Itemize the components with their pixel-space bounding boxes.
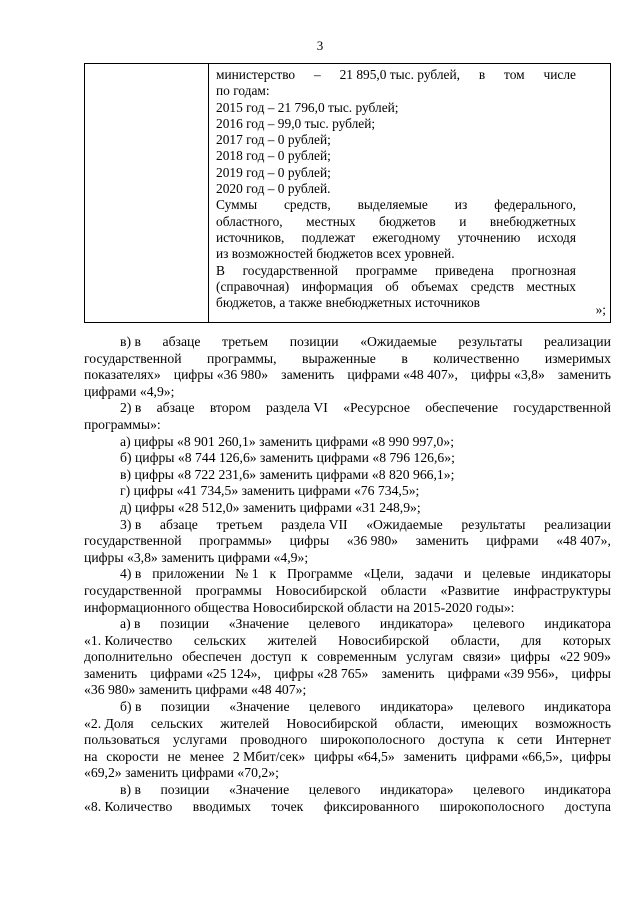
table-text-line	[216, 214, 576, 230]
paragraph-line	[84, 633, 611, 650]
paragraph-word: широкополосного	[320, 732, 425, 748]
paragraph-word: цифры	[571, 665, 611, 681]
paragraph-word: заменить	[557, 367, 611, 383]
table-text-word: прогнозная	[511, 262, 576, 278]
paragraph-word: к	[269, 566, 277, 582]
paragraph-word: на	[84, 748, 98, 764]
paragraph-word: заменить	[84, 665, 138, 681]
paragraph-word: скорости	[106, 748, 159, 764]
paragraph-word: цифры	[571, 748, 611, 764]
paragraph-word: раздела VI	[265, 400, 328, 416]
paragraph-word: заменить	[403, 748, 457, 764]
table-text-word: том	[504, 67, 525, 82]
table-text-line	[216, 197, 576, 213]
paragraph-word: инфраструктуры	[513, 582, 611, 598]
paragraph-word: не	[167, 748, 181, 764]
paragraph-word: услугами	[172, 732, 228, 748]
paragraph-word: заменить	[381, 665, 435, 681]
table-text-line	[216, 230, 576, 246]
paragraph-word: целевого	[308, 616, 361, 632]
paragraph-word: индикатора	[544, 699, 611, 715]
paragraph-word: цифры	[510, 649, 551, 665]
table-text-word: бюджетов	[379, 213, 436, 229]
paragraph-word: позиции	[289, 334, 339, 349]
paragraph-word: дополнительно	[84, 649, 173, 665]
paragraph-word: «8. Количество	[84, 798, 173, 814]
paragraph-word: цифры «3,8»	[471, 367, 545, 383]
amendment-table	[84, 63, 611, 323]
paragraph-word: позиции	[160, 616, 210, 632]
paragraph-line: б) цифры «8 744 126,6» заменить цифрами «8 796 126,6»;	[120, 450, 455, 466]
paragraph-word: индикатора	[544, 782, 611, 798]
paragraph-word: третьем	[216, 516, 263, 532]
paragraph-word: целевого	[473, 616, 525, 632]
paragraph-word: фиксированного	[323, 798, 420, 814]
table-text-word: ежегодному	[372, 229, 441, 245]
paragraph-line	[84, 367, 611, 384]
table-left-cell	[85, 64, 209, 322]
paragraph-word: раздела VII	[281, 516, 348, 532]
paragraph-word: 2 Мбит/сек»	[232, 748, 306, 764]
paragraph-line: программы»:	[84, 416, 161, 432]
paragraph-word: области,	[450, 632, 500, 648]
paragraph-word: цифрами «48 407»,	[347, 367, 458, 383]
table-text-line: из возможностей бюджетов всех уровней.	[216, 246, 455, 262]
table-text-word: местных	[526, 278, 576, 294]
paragraph-word: «22 909»	[559, 649, 611, 665]
table-text-line	[216, 67, 576, 83]
paragraph-line: в) цифры «8 722 231,6» заменить цифрами «8 820 966,1»;	[120, 466, 455, 482]
paragraph-line	[84, 666, 611, 683]
paragraph-word: № 1	[235, 566, 259, 582]
paragraph-word: «Развитие	[440, 582, 500, 598]
paragraph-line	[84, 351, 611, 368]
paragraph-word: Программе	[287, 566, 353, 582]
paragraph-word: реализации	[544, 334, 611, 349]
table-text-word: выделяемые	[357, 197, 428, 213]
paragraph-word: «Ожидаемые	[360, 334, 437, 349]
paragraph-line: информационного общества Новосибирской области на 2015-2020 годы»:	[84, 599, 515, 615]
paragraph-word: «Ресурсное	[343, 400, 410, 416]
paragraph-word: к	[300, 649, 308, 665]
paragraph-word: доступ	[251, 649, 292, 665]
paragraph-word: в) в	[120, 782, 141, 798]
paragraph-word: к	[497, 732, 504, 748]
paragraph-word: реализации	[544, 516, 611, 532]
table-text-line	[216, 263, 576, 279]
table-text-word: об	[385, 278, 399, 294]
paragraph-word: доступа	[437, 732, 485, 748]
paragraph-line	[84, 400, 611, 417]
paragraph-word: области,	[394, 715, 444, 731]
table-text-line: 2017 год – 0 рублей;	[216, 132, 331, 148]
paragraph-word: проводного	[240, 732, 308, 748]
paragraph-line: а) цифры «8 901 260,1» заменить цифрами «8 990 997,0»;	[120, 433, 455, 449]
paragraph-word: третьем	[222, 334, 269, 349]
paragraph-word: 4) в	[120, 566, 142, 582]
paragraph-word: цифры «36 980»	[173, 367, 269, 383]
paragraph-line: г) цифры «41 734,5» заменить цифрами «76 734,5»;	[120, 483, 420, 499]
table-text-line	[216, 279, 576, 295]
table-text-word: и	[459, 213, 467, 229]
table-text-word: источников,	[216, 229, 285, 245]
paragraph-word: индикатора»	[380, 782, 454, 798]
table-text-word: уточнению	[457, 229, 521, 245]
paragraph-word: цифрами «66,5»,	[465, 748, 563, 764]
table-text-word: местных	[306, 213, 356, 229]
table-text-word: министерство	[216, 67, 296, 82]
paragraph-word: целевого	[309, 699, 361, 715]
paragraph-word: цифрами «25 124»,	[150, 665, 261, 681]
paragraph-line: цифры «3,8» заменить цифрами «4,9»;	[84, 549, 309, 565]
paragraph-word: «1. Количество	[84, 632, 173, 648]
paragraph-word: абзаце	[159, 516, 198, 532]
paragraph-word: услугам	[406, 649, 454, 665]
table-text-word: объемах	[411, 278, 459, 294]
paragraph-word: современным	[317, 649, 397, 665]
paragraph-line	[84, 699, 611, 716]
paragraph-word: цифры «28 765»	[273, 665, 369, 681]
paragraph-word: заменить	[281, 367, 335, 383]
paragraph-line	[84, 583, 611, 600]
table-text-word: –	[314, 67, 321, 82]
paragraph-word: целевого	[473, 782, 525, 798]
paragraph-word: государственной	[84, 533, 182, 549]
paragraph-word: «Значение	[228, 616, 289, 632]
paragraph-word: целевого	[473, 699, 525, 715]
paragraph-word: б) в	[120, 699, 142, 715]
paragraph-word: обеспечение	[425, 400, 499, 416]
table-text-word: приведена	[434, 262, 494, 278]
paragraph-word: «Значение	[229, 699, 290, 715]
paragraph-word: заменить	[415, 533, 469, 549]
paragraph-line: «69,2» заменить цифрами «70,2»;	[84, 765, 279, 781]
table-text-word: подлежат	[301, 229, 356, 245]
paragraph-word: целевые	[482, 566, 531, 582]
table-text-word: исходя	[537, 229, 576, 245]
paragraph-line	[84, 566, 611, 583]
paragraph-word: количественно	[433, 350, 520, 366]
paragraph-word: индикаторы	[541, 566, 611, 582]
table-closing-quote: »;	[595, 302, 606, 317]
paragraph-word: Интернет	[555, 732, 611, 748]
paragraph-word: абзаце	[162, 334, 201, 349]
paragraph-line	[84, 782, 611, 799]
paragraph-word: Новосибирской	[275, 582, 367, 598]
paragraph-word: приложении	[152, 566, 225, 582]
paragraph-word: программы	[195, 582, 262, 598]
paragraph-word: государственной	[84, 582, 182, 598]
page-number: 3	[316, 38, 324, 53]
table-text-word: внебюджетных	[489, 213, 576, 229]
paragraph-word: 2) в	[120, 400, 142, 416]
paragraph-line	[84, 517, 611, 534]
paragraph-word: связи»	[462, 649, 501, 665]
paragraph-word: программы,	[207, 350, 277, 366]
paragraph-word: индикатора	[544, 616, 611, 632]
paragraph-word: втором	[209, 400, 251, 416]
paragraph-word: возможность	[535, 715, 611, 731]
paragraph-word: цифры «64,5»	[314, 748, 395, 764]
paragraph-word: широкополосного	[439, 798, 545, 814]
table-text-word: В	[216, 262, 225, 278]
paragraph-line: цифрами «4,9»;	[84, 383, 175, 399]
paragraph-word: сельских	[193, 632, 247, 648]
paragraph-word: выраженные	[302, 350, 376, 366]
paragraph-word: абзаце	[156, 400, 195, 416]
paragraph-line	[84, 716, 611, 733]
paragraph-word: вводимых	[192, 798, 252, 814]
paragraph-word: области	[380, 582, 427, 598]
paragraph-word: в) в	[120, 334, 141, 349]
table-text-word: 21 895,0 тыс. рублей,	[339, 67, 460, 82]
table-text-word: (справочная)	[216, 278, 290, 294]
table-text-line: 2020 год – 0 рублей.	[216, 181, 331, 197]
paragraph-word: государственной	[513, 400, 611, 416]
paragraph-word: индикатора»	[379, 616, 454, 632]
paragraph-word: менее	[189, 748, 224, 764]
paragraph-word: позиции	[160, 699, 210, 715]
table-text-word: числе	[543, 67, 576, 82]
paragraph-word: пользоваться	[84, 732, 160, 748]
table-cell-text	[216, 67, 576, 311]
paragraph-word: индикатора»	[380, 699, 454, 715]
paragraph-line: «36 980» заменить цифрами «48 407»;	[84, 682, 307, 698]
paragraph-word: измеримых	[544, 350, 611, 366]
paragraph-word: «48 407»,	[556, 533, 611, 549]
document-body	[84, 334, 611, 815]
paragraph-word: цифрами «39 956»,	[447, 665, 559, 681]
table-text-word: областного,	[216, 213, 283, 229]
paragraph-word: государственной	[84, 350, 182, 366]
table-text-line: бюджетов, а также внебюджетных источников	[216, 295, 480, 311]
table-right-cell	[209, 64, 610, 322]
paragraph-word: и	[463, 566, 472, 582]
paragraph-word: «Цели,	[363, 566, 404, 582]
table-text-word: Суммы	[216, 197, 258, 213]
table-text-word: программе	[355, 262, 418, 278]
paragraph-word: целевого	[308, 782, 361, 798]
paragraph-line	[84, 749, 611, 766]
paragraph-line	[84, 732, 611, 749]
paragraph-word: которых	[562, 632, 611, 648]
table-text-word: средств,	[283, 197, 331, 213]
paragraph-word: позиции	[160, 782, 210, 798]
table-text-word: из	[454, 197, 468, 213]
table-text-word: информация	[301, 278, 373, 294]
paragraph-line: д) цифры «28 512,0» заменить цифрами «31 248,9»;	[120, 499, 421, 515]
paragraph-word: цифрами	[486, 533, 539, 549]
paragraph-word: сети	[516, 732, 543, 748]
paragraph-word: в	[401, 350, 408, 366]
table-text-line: 2018 год – 0 рублей;	[216, 148, 331, 164]
paragraph-word: цифры	[289, 533, 330, 549]
paragraph-word: сельских	[150, 715, 204, 731]
paragraph-word: для	[521, 632, 542, 648]
table-text-line: 2015 год – 21 796,0 тыс. рублей;	[216, 99, 399, 115]
paragraph-word: результаты	[458, 334, 523, 349]
paragraph-line	[84, 799, 611, 816]
table-text-line: 2019 год – 0 рублей;	[216, 164, 331, 180]
paragraph-word: «2. Доля	[84, 715, 134, 731]
paragraph-line	[84, 616, 611, 633]
paragraph-word: результаты	[461, 516, 526, 532]
table-text-word: государственной	[242, 262, 339, 278]
paragraph-word: Новосибирской	[286, 715, 378, 731]
paragraph-word: показателях»	[84, 367, 161, 383]
table-text-line: 2016 год – 99,0 тыс. рублей;	[216, 115, 376, 131]
paragraph-word: программы»	[199, 533, 273, 549]
paragraph-word: «36 980»	[346, 533, 399, 549]
paragraph-word: а) в	[120, 616, 141, 632]
paragraph-word: Новосибирской	[338, 632, 430, 648]
table-text-word: в	[478, 67, 486, 82]
paragraph-word: «Значение	[228, 782, 290, 798]
table-text-line: по годам:	[216, 83, 270, 99]
paragraph-line	[84, 334, 611, 351]
table-text-word: федерального,	[494, 197, 576, 213]
paragraph-word: обеспечен	[182, 649, 242, 665]
paragraph-word: жителей	[267, 632, 317, 648]
paragraph-word: имеющих	[460, 715, 518, 731]
paragraph-word: жителей	[220, 715, 270, 731]
paragraph-word: доступа	[564, 798, 611, 814]
paragraph-word: 3) в	[120, 516, 142, 532]
paragraph-word: «Ожидаемые	[366, 516, 443, 532]
paragraph-word: задачи	[414, 566, 454, 582]
paragraph-line	[84, 533, 611, 550]
table-text-word: средств	[470, 278, 515, 294]
paragraph-word: точек	[271, 798, 304, 814]
paragraph-line	[84, 649, 611, 666]
